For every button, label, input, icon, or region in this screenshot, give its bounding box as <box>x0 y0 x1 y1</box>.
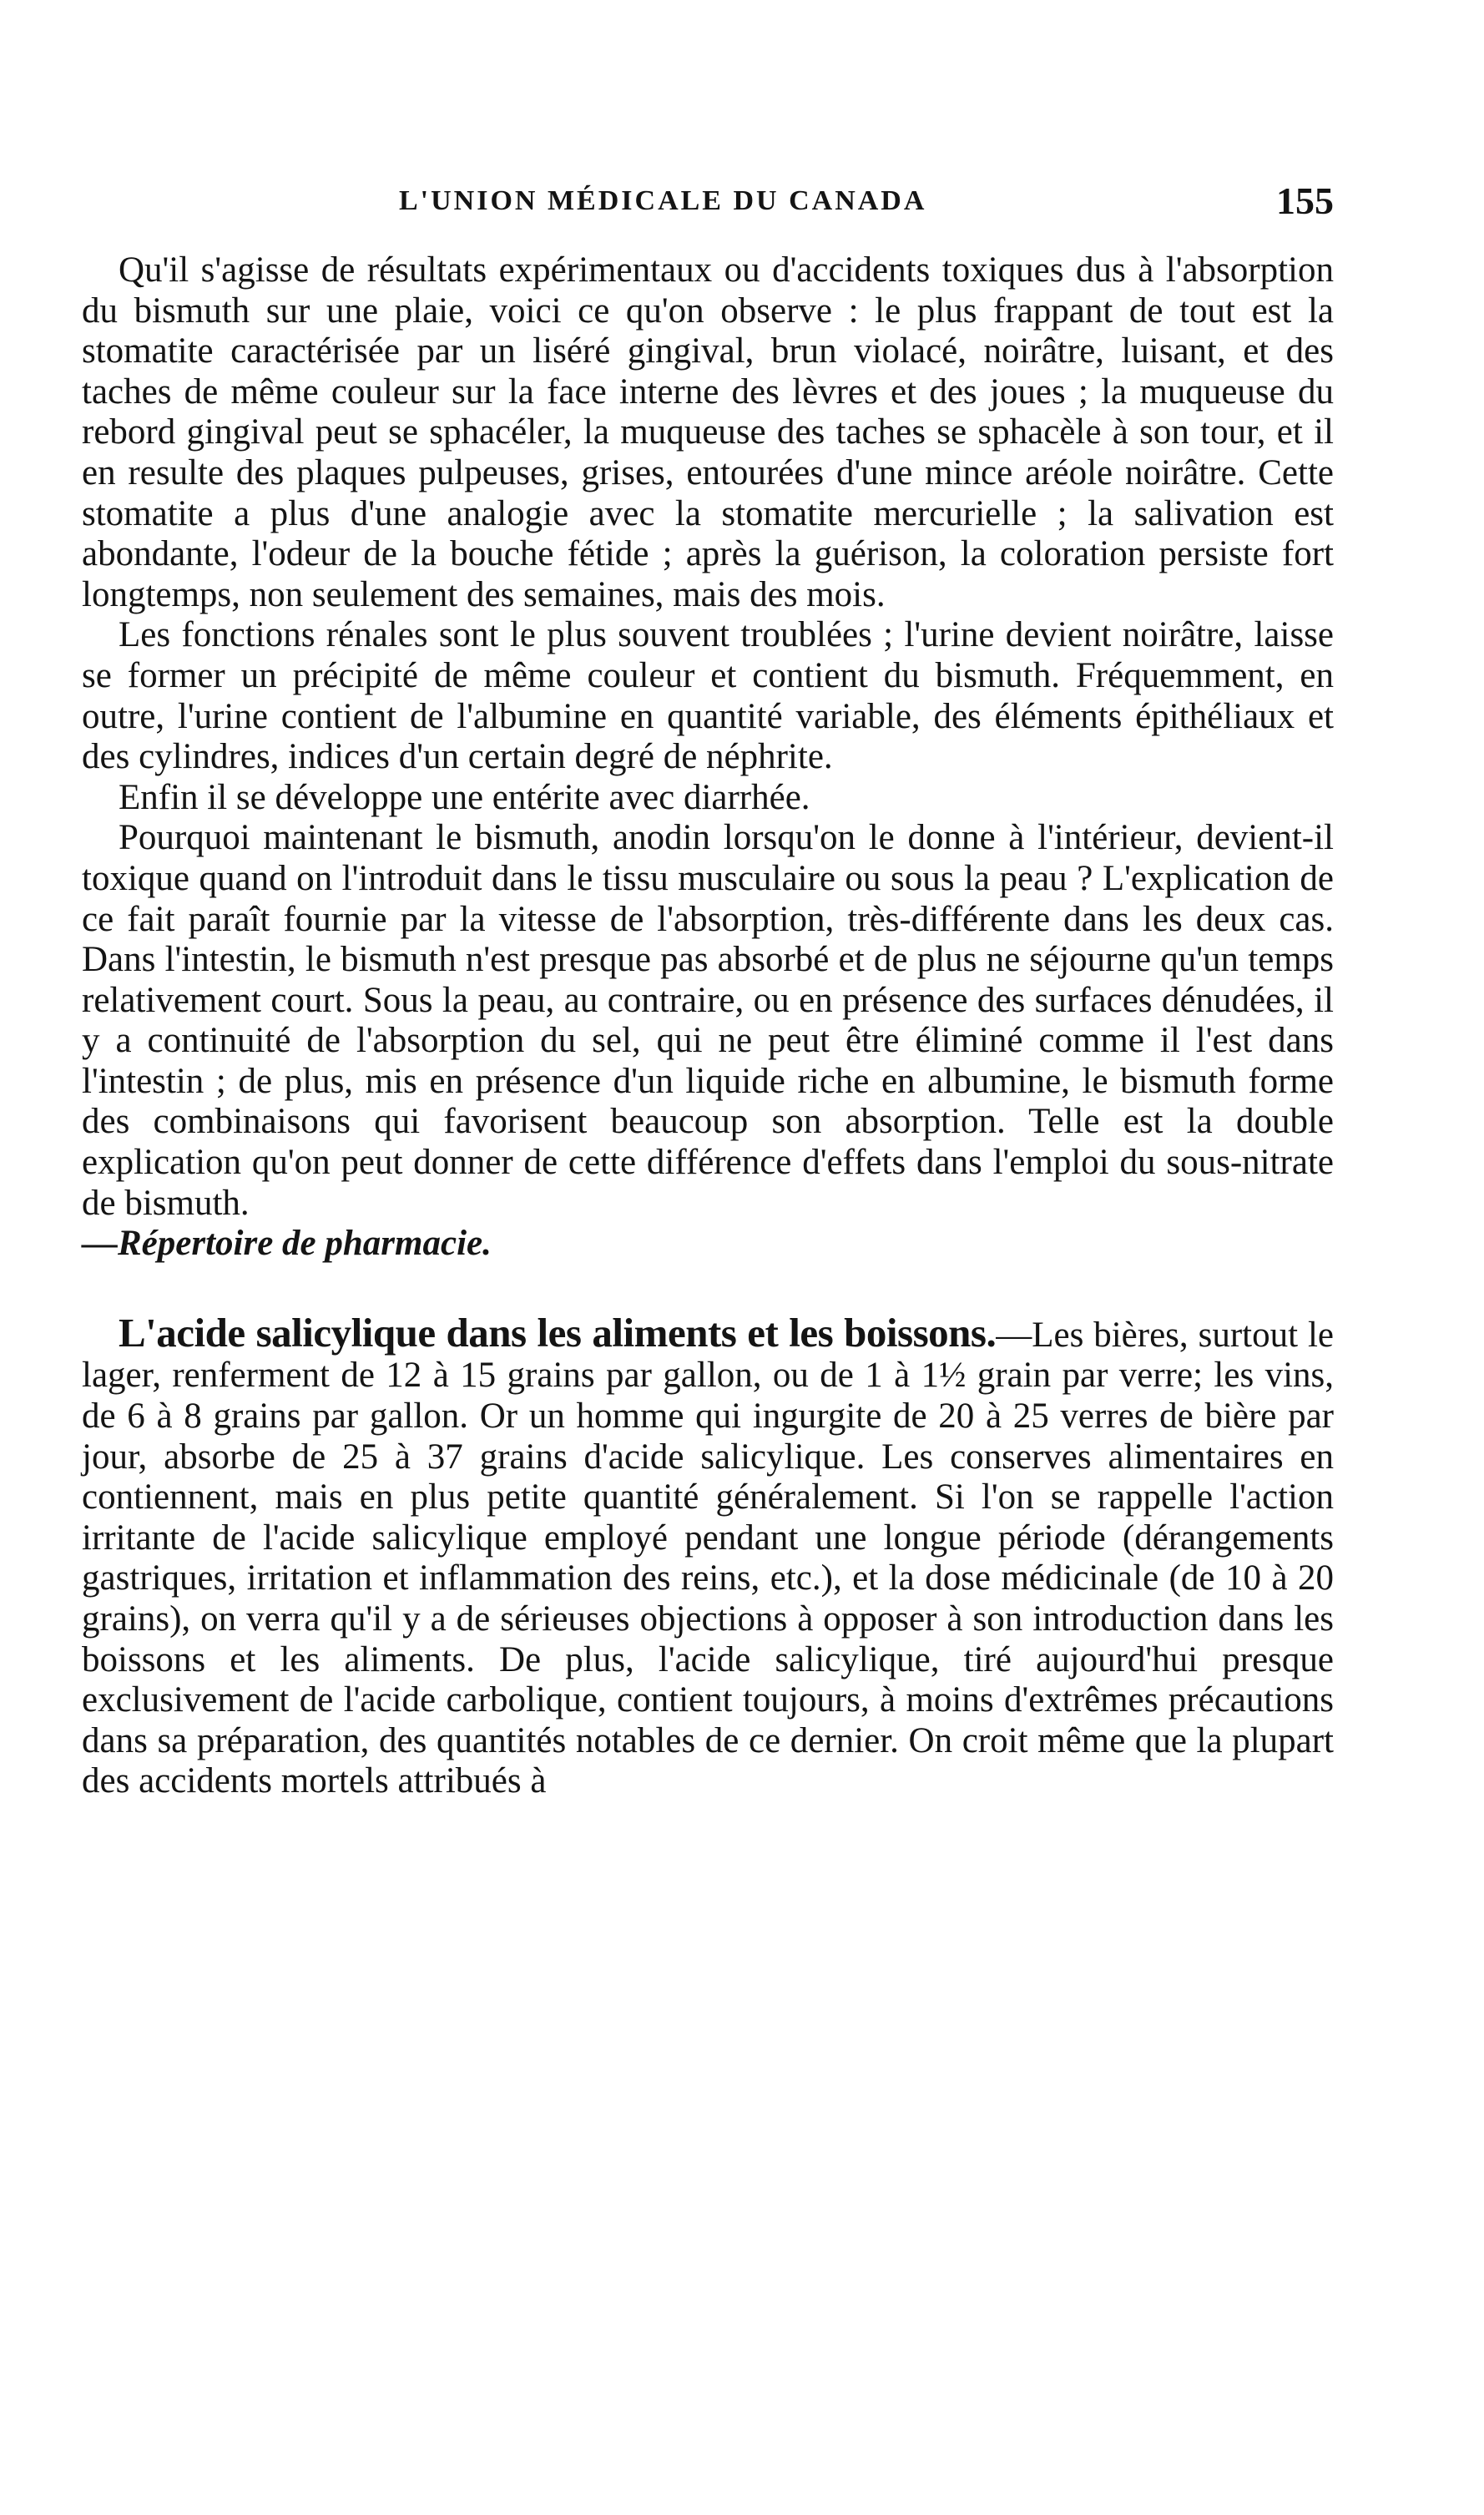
running-header <box>82 179 1334 229</box>
running-title: L'UNION MÉDICALE DU CANADA <box>399 185 927 216</box>
article-title: L'acide salicylique dans les aliments et les boissons. <box>119 1309 997 1356</box>
source-citation: —Répertoire de pharmacie. <box>82 1224 492 1264</box>
body-text <box>82 250 1334 1802</box>
paragraph: Les fonctions rénales sont le plus souvent troublées ; l'urine devient noirâtre, laisse se former un précipité de même couleur et contient du bismuth. Fréquemment, en outre, l'urine contient de l'albumine en quantité variable, des éléments épithéliaux et des cylindres, indices d'un certain degré de néphrite. <box>82 615 1334 777</box>
paragraph: Pourquoi maintenant le bismuth, anodin lorsqu'on le donne à l'intérieur, devient-il toxique quand on l'introduit dans le tissu musculaire ou sous la peau ? L'explication de ce fait paraît fournie par la vitesse de l'absorption, très-différente dans les deux cas. Dans l'intestin, le bismuth n'est presque pas absorbé et de plus ne séjourne qu'un temps relativement court. Sous la peau, au contraire, ou en présence des surfaces dénudées, il y a continuité de l'absorption du sel, qui ne peut être éliminé comme il l'est dans l'intestin ; de plus, mis en présence d'un liquide riche en albumine, le bismuth forme des combinaisons qui favorisent beaucoup son absorption. Telle est la double explication qu'on peut donner de cette différence d'effets dans l'emploi du sous-nitrate de bismuth. <box>82 818 1334 1223</box>
article-paragraph <box>82 1309 1334 1802</box>
paragraph: Qu'il s'agisse de résultats expérimentaux ou d'accidents toxiques dus à l'absorption du bismuth sur une plaie, voici ce qu'on observe : le plus frappant de tout est la stomatite caractérisée par un liséré gingival, brun violacé, noirâtre, luisant, et des taches de même couleur sur la face interne des lèvres et des joues ; la muqueuse du rebord gingival peut se sphacéler, la muqueuse des taches se sphacèle à son tour, et il en resulte des plaques pulpeuses, grises, entourées d'une mince aréole noirâtre. Cette stomatite a plus d'une analogie avec la stomatite mercurielle ; la salivation est abondante, l'odeur de la bouche fétide ; après la guérison, la coloration persiste fort longtemps, non seulement des semaines, mais des mois. <box>82 250 1334 614</box>
paragraph: Enfin il se développe une entérite avec diarrhée. <box>119 777 810 817</box>
page-number: 155 <box>1276 179 1334 222</box>
article-body: —Les bières, surtout le lager, renferment de 12 à 15 grains par gallon, ou de 1 à 1½ grain par verre; les vins, de 6 à 8 grains par gallon. Or un homme qui ingurgite de 20 à 25 verres de bière par jour, absorbe de 25 à 37 grains d'acide salicylique. Les conserves alimentaires en contiennent, mais en plus petite quantité généralement. Si l'on se rappelle l'action irritante de l'acide salicylique employé pendant une longue période (dérangements gastriques, irritation et inflammation des reins, etc.), et la dose médicinale (de 10 à 20 grains), on verra qu'il y a de sérieuses objections à opposer à son introduction dans les boissons et les aliments. De plus, l'acide salicylique, tiré aujourd'hui presque exclusivement de l'acide carbolique, contient toujours, à moins d'extrêmes précautions dans sa préparation, des quantités notables de ce dernier. On croit même que la plupart des accidents mortels attribués à <box>82 1315 1334 1801</box>
source-citation-line <box>82 1224 1334 1265</box>
section-gap <box>82 1265 1334 1313</box>
